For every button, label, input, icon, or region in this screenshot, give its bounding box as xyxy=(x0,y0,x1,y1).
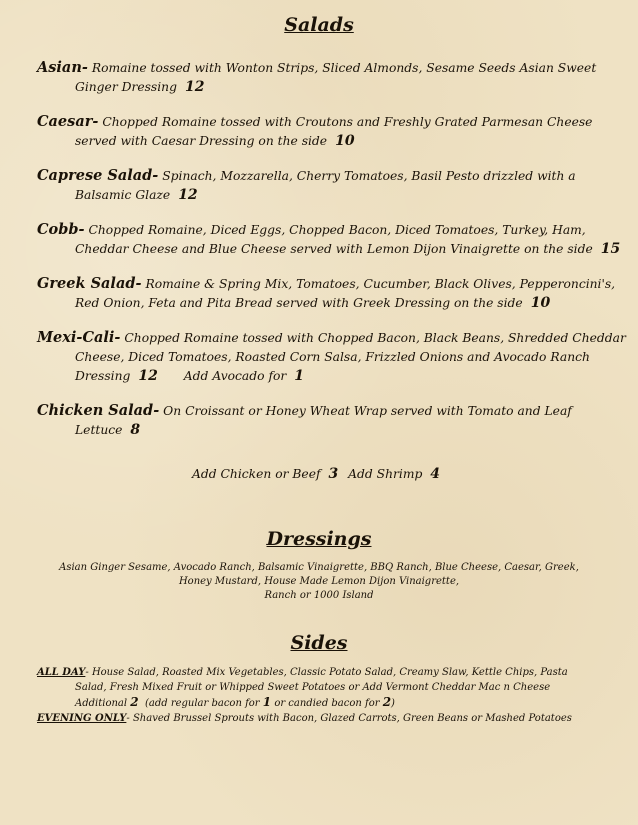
avocado-addon-price: 1 xyxy=(294,368,304,384)
salad-price: 15 xyxy=(600,241,621,257)
salad-name: Chicken Salad- xyxy=(37,402,160,419)
avocado-addon-label: Add Avocado for xyxy=(183,369,287,383)
salad-name: Greek Salad- xyxy=(37,275,142,292)
salad-description: Romaine tossed with Wonton Strips, Sliced Almonds, Sesame Seeds Asian Sweet xyxy=(91,61,597,75)
all-day-sides-text-cont: Salad, Fresh Mixed Fruit or Whipped Sweet Potatoes or Add Vermont Cheddar Mac n Cheese xyxy=(75,681,551,693)
salad-name: Mexi-Cali- xyxy=(37,329,121,346)
dressings-line: Asian Ginger Sesame, Avocado Ranch, Balsamic Vinaigrette, BBQ Ranch, Blue Cheese, Caesar, Greek, xyxy=(59,562,579,573)
all-day-label: ALL DAY xyxy=(37,667,86,678)
salad-description: Romaine & Spring Mix, Tomatoes, Cucumber, Black Olives, Pepperoncini's, xyxy=(145,277,616,291)
salad-name: Caesar- xyxy=(37,113,99,130)
salad-description-cont: Lettuce xyxy=(75,423,123,437)
additional-price: 2 xyxy=(130,695,139,709)
shrimp-addon-label: Add Shrimp xyxy=(348,467,423,481)
salad-item-caesar xyxy=(37,112,607,151)
sides-list xyxy=(37,666,607,726)
salad-name: Cobb- xyxy=(37,221,85,238)
salad-price: 12 xyxy=(178,187,198,203)
salad-item-mexi-cali xyxy=(37,328,626,386)
all-day-sides: ALL DAY- House Salad, Roasted Mix Vegetables, Classic Potato Salad, Creamy Slaw, Kettle Chips, Pasta Salad, Fresh Mixed Fruit or Whipped Sweet Potatoes or Add Vermont Cheddar Mac n Cheese Additional 2 (add regular bacon for 1 or candied bacon for 2) xyxy=(37,666,607,712)
bacon-price-regular: 1 xyxy=(262,695,272,709)
dressings-line: Honey Mustard, House Made Lemon Dijon Vinaigrette, xyxy=(178,576,460,587)
salad-name: Caprese Salad- xyxy=(37,167,159,184)
dressings-list xyxy=(30,561,608,603)
sides-title: Sides xyxy=(290,632,348,654)
salad-description-cont: Cheddar Cheese and Blue Cheese served with Lemon Dijon Vinaigrette on the side xyxy=(75,242,593,256)
salad-description: On Croissant or Honey Wheat Wrap served with Tomato and Leaf xyxy=(163,404,572,418)
bacon-text-candied: or candied bacon for xyxy=(274,698,380,709)
additional-price-line: Additional 2 (add regular bacon for 1 or candied bacon for 2) xyxy=(75,695,395,709)
salad-description: Chopped Romaine, Diced Eggs, Chopped Bacon, Diced Tomatoes, Turkey, Ham, xyxy=(88,223,586,237)
evening-sides: EVENING ONLY- Shaved Brussel Sprouts with Bacon, Glazed Carrots, Green Beans or Mashed Potatoes xyxy=(37,712,572,724)
salad-description-cont: Balsamic Glaze xyxy=(75,188,171,202)
dressings-title: Dressings xyxy=(266,528,372,550)
salad-description-cont: Dressing xyxy=(75,369,131,383)
salad-price: 8 xyxy=(130,422,141,438)
evening-only-label: EVENING ONLY xyxy=(37,712,127,724)
salad-price: 10 xyxy=(335,133,355,149)
salad-item-chicken xyxy=(37,401,607,440)
chicken-beef-addon-label: Add Chicken or Beef xyxy=(191,467,321,481)
salad-description: Chopped Romaine tossed with Croutons and Freshly Grated Parmesan Cheese xyxy=(102,115,593,129)
additional-label: Additional xyxy=(75,698,128,709)
salads-title: Salads xyxy=(284,14,354,36)
salad-item-asian xyxy=(37,58,607,97)
salad-item-greek xyxy=(37,274,616,313)
salad-description-cont: served with Caesar Dressing on the side xyxy=(75,134,328,148)
all-day-sides-text: House Salad, Roasted Mix Vegetables, Classic Potato Salad, Creamy Slaw, Kettle Chips, Pasta xyxy=(91,667,568,678)
bacon-text-regular: (add regular bacon for xyxy=(144,698,260,709)
salad-item-caprese xyxy=(37,166,607,205)
salad-price: 10 xyxy=(530,295,551,311)
evening-sides-text: Shaved Brussel Sprouts with Bacon, Glazed Carrots, Green Beans or Mashed Potatoes xyxy=(132,712,572,724)
dressings-line: Ranch or 1000 Island xyxy=(264,590,374,601)
salad-description-cont: Red Onion, Feta and Pita Bread served with Greek Dressing on the side xyxy=(75,296,523,310)
salad-description-cont: Ginger Dressing xyxy=(75,80,177,94)
salad-description: Chopped Romaine tossed with Chopped Bacon, Black Beans, Shredded Cheddar xyxy=(124,331,626,345)
salad-item-cobb xyxy=(37,220,621,259)
salad-name: Asian- xyxy=(37,59,88,76)
salads-list xyxy=(37,58,626,455)
salad-description-cont: Cheese, Diced Tomatoes, Roasted Corn Salsa, Frizzled Onions and Avocado Ranch xyxy=(75,350,590,364)
chicken-beef-addon-price: 3 xyxy=(328,466,339,482)
salad-description: Spinach, Mozzarella, Cherry Tomatoes, Basil Pesto drizzled with a xyxy=(162,169,576,183)
salad-price: 12 xyxy=(138,368,158,384)
salad-price: 12 xyxy=(184,79,205,95)
shrimp-addon-price: 4 xyxy=(430,466,441,482)
protein-addons xyxy=(0,466,638,482)
bacon-price-candied: 2 xyxy=(382,695,392,709)
